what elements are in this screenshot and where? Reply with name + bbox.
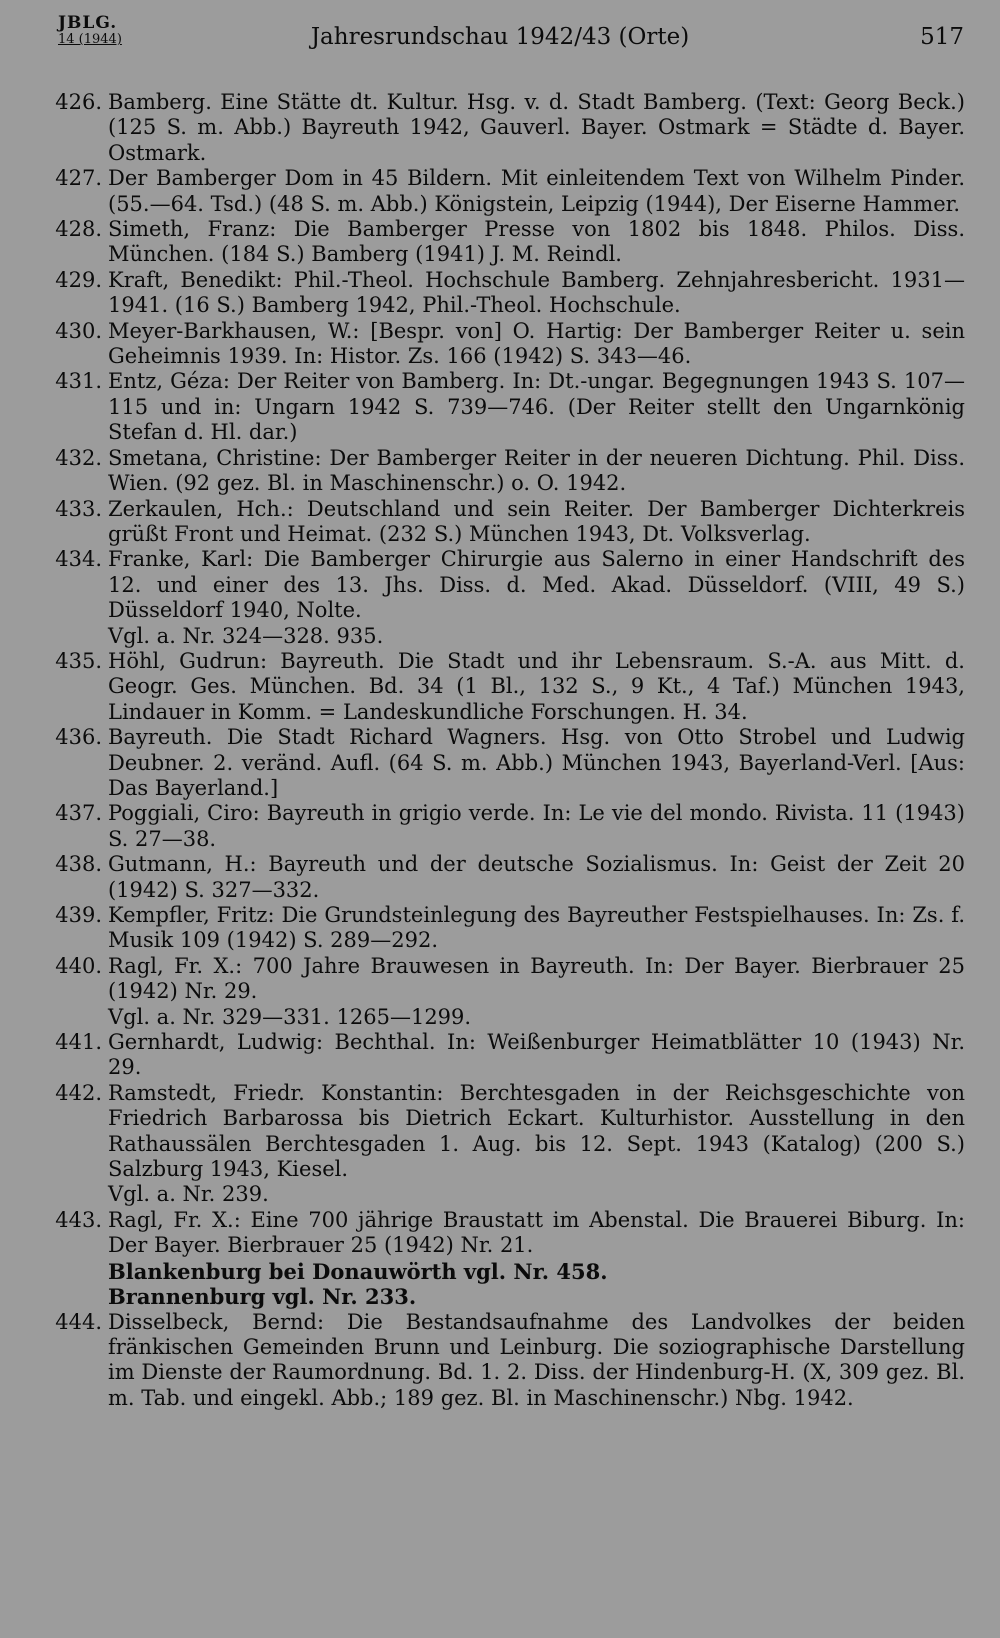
entry-text: Ramstedt, Friedr. Konstantin: Berchtesgaden in der Reichsgeschichte von Friedrich Barbarossa bis Dietrich Eckart. Kulturhistor. Ausstellung in den Rathaussälen Berchtesgaden 1. Aug. bis 12. Sept. 1943 (Katalog) (200 S.) Salzburg 1943, Kiesel. <box>108 1080 965 1182</box>
bibliography-entry <box>30 954 965 1030</box>
entry-text: Ragl, Fr. X.: 700 Jahre Brauwesen in Bayreuth. In: Der Bayer. Bierbrauer 25 (1942) Nr. 29. <box>108 953 965 1004</box>
entry-number: 430. <box>55 318 102 343</box>
bibliography-entry <box>30 497 965 548</box>
entry-text: Kraft, Benedikt: Phil.-Theol. Hochschule Bamberg. Zehnjahresbericht. 1931—1941. (16 S.) Bamberg 1942, Phil.-Theol. Hochschule. <box>108 267 965 318</box>
bibliography-entry <box>30 903 965 954</box>
entry-number: 443. <box>55 1207 102 1232</box>
bibliography-entry <box>30 217 965 268</box>
location-references <box>30 1259 965 1310</box>
entry-number: 444. <box>55 1309 102 1334</box>
bibliography-entry <box>30 166 965 217</box>
entry-number: 439. <box>55 903 102 927</box>
bibliography-entry <box>30 801 965 852</box>
bibliography-entry <box>30 446 965 497</box>
entry-text: Meyer-Barkhausen, W.: [Bespr. von] O. Hartig: Der Bamberger Reiter u. sein Geheimnis 1939. In: Histor. Zs. 166 (1942) S. 343—46. <box>108 318 965 369</box>
entry-text: Poggiali, Ciro: Bayreuth in grigio verde. In: Le vie del mondo. Rivista. 11 (1943) S. 27—38. <box>108 801 965 851</box>
journal-abbr: JBLG. <box>58 13 118 33</box>
entry-body <box>108 1259 965 1310</box>
entry-number: 435. <box>55 648 102 673</box>
entry-text: Kempfler, Fritz: Die Grundsteinlegung des Bayreuther Festspielhauses. In: Zs. f. Musik 109 (1942) S. 289—292. <box>108 903 965 953</box>
entry-number: 434. <box>55 547 102 572</box>
bibliography-entry <box>30 852 965 903</box>
entry-text: Der Bamberger Dom in 45 Bildern. Mit einleitendem Text von Wilhelm Pinder. (55.—64. Tsd.) (48 S. m. Abb.) Königstein, Leipzig (1944), Der Eiserne Hammer. <box>108 166 965 216</box>
bibliography-entry <box>30 547 965 649</box>
entry-number: 426. <box>55 90 102 114</box>
volume-ref: 14 (1944) <box>58 32 122 47</box>
entry-body <box>108 547 965 649</box>
entry-text: Bayreuth. Die Stadt Richard Wagners. Hsg. von Otto Strobel und Ludwig Deubner. 2. veränd. Aufl. (64 S. m. Abb.) München 1943, Bayerland-Verl. [Aus: Das Bayerland.] <box>108 725 965 800</box>
bibliography-entry <box>30 1310 965 1412</box>
entry-text: Zerkaulen, Hch.: Deutschland und sein Reiter. Der Bamberger Dichterkreis grüßt Front und Heimat. (232 S.) München 1943, Dt. Volksverlag. <box>108 496 965 546</box>
entry-text: Ragl, Fr. X.: Eine 700 jährige Braustatt im Abenstal. Die Brauerei Biburg. In: Der Bayer. Bierbrauer 25 (1942) Nr. 21. <box>108 1207 965 1258</box>
entry-number <box>30 1259 108 1310</box>
bibliography-entry <box>30 1081 965 1208</box>
bibliography-entry <box>30 369 965 445</box>
bibliography-entry <box>30 649 965 725</box>
cross-reference: Vgl. a. Nr. 239. <box>108 1182 269 1207</box>
entry-number: 442. <box>55 1080 102 1105</box>
bibliography-entry <box>30 319 965 370</box>
entry-number: 441. <box>55 1030 102 1055</box>
entry-number: 440. <box>55 953 102 978</box>
entry-text: Bamberg. Eine Stätte dt. Kultur. Hsg. v. d. Stadt Bamberg. (Text: Georg Beck.) (125 S. m. Abb.) Bayreuth 1942, Gauverl. Bayer. Ostmark = Städte d. Bayer. Ostmark. <box>108 90 965 165</box>
bibliography-entry <box>30 1208 965 1259</box>
location-reference: Brannenburg vgl. Nr. 233. <box>108 1284 417 1310</box>
entry-text: Entz, Géza: Der Reiter von Bamberg. In: Dt.-ungar. Begegnungen 1943 S. 107—115 und in: Ungarn 1942 S. 739—746. (Der Reiter stellt den Ungarnkönig Stefan d. Hl. dar.) <box>108 369 965 445</box>
entry-body <box>108 954 965 1030</box>
bibliography-entry <box>30 725 965 801</box>
cross-reference: Vgl. a. Nr. 329—331. 1265—1299. <box>108 1004 472 1029</box>
entry-text: Gernhardt, Ludwig: Bechthal. In: Weißenburger Heimatblätter 10 (1943) Nr. 29. <box>108 1030 965 1080</box>
entry-text: Gutmann, H.: Bayreuth und der deutsche Sozialismus. In: Geist der Zeit 20 (1942) S. 327—332. <box>108 852 965 902</box>
cross-reference: Vgl. a. Nr. 324—328. 935. <box>108 623 384 648</box>
entry-number: 428. <box>55 217 102 242</box>
entry-text: Franke, Karl: Die Bamberger Chirurgie aus Salerno in einer Handschrift des 12. und einer des 13. Jhs. Diss. d. Med. Akad. Düsseldorf. (VIII, 49 S.) Düsseldorf 1940, Nolte. <box>108 547 965 623</box>
entry-body <box>108 1081 965 1208</box>
entry-number: 433. <box>55 496 102 521</box>
bibliography-list <box>30 90 965 1411</box>
bibliography-entry <box>30 1030 965 1081</box>
entry-number: 431. <box>55 369 102 394</box>
bibliography-entry <box>30 90 965 166</box>
bibliography-entry <box>30 268 965 319</box>
entry-number: 437. <box>55 801 102 826</box>
location-reference: Blankenburg bei Donauwörth vgl. Nr. 458. <box>108 1258 608 1284</box>
running-title: Jahresrundschau 1942/43 (Orte) <box>310 24 690 50</box>
entry-number: 438. <box>55 852 102 877</box>
entry-text: Simeth, Franz: Die Bamberger Presse von 1802 bis 1848. Philos. Diss. München. (184 S.) Bamberg (1941) J. M. Reindl. <box>108 217 965 267</box>
page-number: 517 <box>920 24 964 50</box>
entry-number: 427. <box>55 166 102 191</box>
entry-number: 432. <box>55 445 102 470</box>
entry-text: Höhl, Gudrun: Bayreuth. Die Stadt und ihr Lebensraum. S.-A. aus Mitt. d. Geogr. Ges. München. Bd. 34 (1 Bl., 132 S., 9 Kt., 4 Taf.) München 1943, Lindauer in Komm. = Landeskundliche Forschungen. H. 34. <box>108 648 965 724</box>
entry-number: 429. <box>55 267 102 292</box>
entry-text: Disselbeck, Bernd: Die Bestandsaufnahme des Landvolkes der beiden fränkischen Gemeinden Brunn und Leinburg. Die soziographische Darstellung im Dienste der Raumordnung. Bd. 1. 2. Diss. der Hindenburg-H. (X, 309 gez. Bl. m. Tab. und eingekl. Abb.; 189 gez. Bl. in Maschinenschr.) Nbg. 1942. <box>108 1309 965 1410</box>
entry-number: 436. <box>55 725 102 750</box>
entry-text: Smetana, Christine: Der Bamberger Reiter in der neueren Dichtung. Phil. Diss. Wien. (92 gez. Bl. in Maschinenschr.) o. O. 1942. <box>108 445 965 496</box>
